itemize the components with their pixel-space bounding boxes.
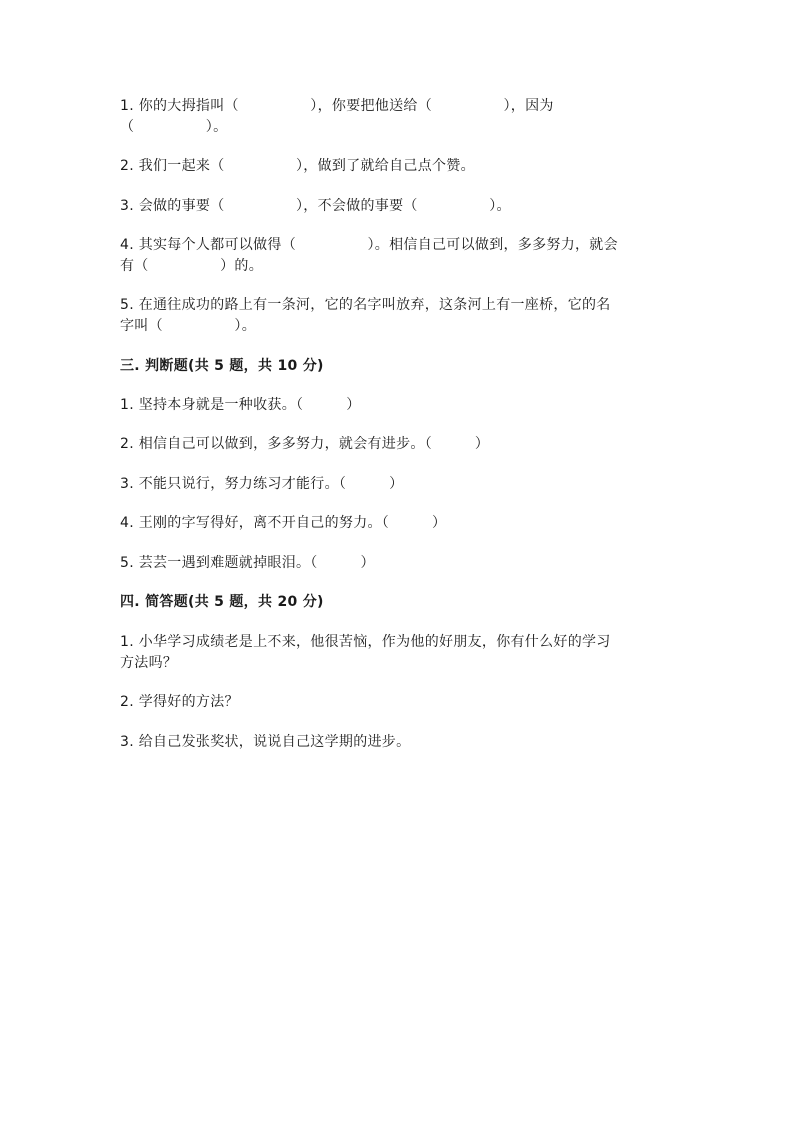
- judge-item-4: 4. 王刚的字写得好，离不开自己的努力。（ ）: [120, 515, 447, 531]
- judge-item-3: 3. 不能只说行，努力练习才能行。（ ）: [120, 476, 404, 492]
- judge-item-5: 5. 芸芸一遇到难题就掉眼泪。（ ）: [120, 555, 375, 571]
- judge-item-2: 2. 相信自己可以做到，多多努力，就会有进步。（ ）: [120, 436, 490, 452]
- short-answer-q3: 3. 给自己发张奖状，说说自己这学期的进步。: [120, 734, 411, 750]
- judge-section-title: 三. 判断题(共 5 题，共 10 分): [120, 358, 324, 374]
- fill-q2: 2. 我们一起来（ ），做到了就给自己点个赞。: [120, 158, 475, 174]
- fill-q4-line2: 有（ ）的。: [120, 258, 263, 274]
- fill-q4-line1: 4. 其实每个人都可以做得（ ）。相信自己可以做到，多多努力，就会: [120, 237, 618, 253]
- short-answer-q1-line1: 1. 小华学习成绩老是上不来，他很苦恼，作为他的好朋友，你有什么好的学习: [120, 634, 611, 650]
- fill-q3: 3. 会做的事要（ ），不会做的事要（ ）。: [120, 198, 511, 214]
- fill-q5-line2: 字叫（ ）。: [120, 318, 256, 334]
- fill-q5-line1: 5. 在通往成功的路上有一条河，它的名字叫放弃，这条河上有一座桥，它的名: [120, 297, 611, 313]
- short-answer-section-title: 四. 简答题(共 5 题，共 20 分): [120, 594, 324, 610]
- short-answer-q1-line2: 方法吗？: [120, 655, 178, 671]
- judge-item-1: 1. 坚持本身就是一种收获。（ ）: [120, 397, 361, 413]
- fill-q1-line2: （ ）。: [120, 119, 228, 135]
- fill-q1-line1: 1. 你的大拇指叫（ ），你要把他送给（ ），因为: [120, 98, 554, 114]
- short-answer-q2: 2. 学得好的方法？: [120, 694, 239, 710]
